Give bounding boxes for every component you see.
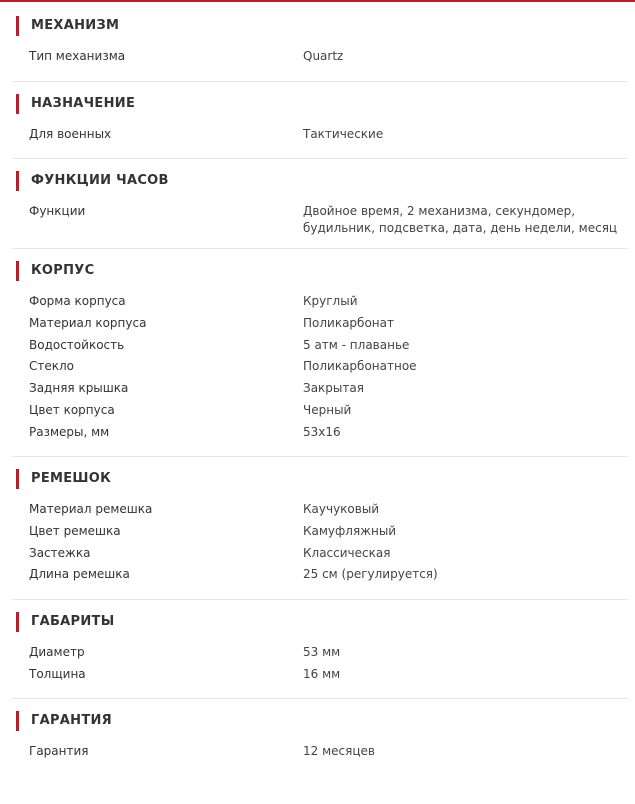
spec-row	[12, 315, 628, 337]
spec-label: Функции	[29, 204, 86, 219]
spec-row	[12, 337, 628, 359]
spec-value: Классическая	[303, 545, 391, 560]
spec-row	[12, 644, 628, 666]
section-case	[12, 249, 628, 457]
spec-value: 53 мм	[303, 644, 341, 659]
section-mechanism	[12, 4, 628, 82]
section-title: ГАРАНТИЯ	[16, 711, 628, 731]
spec-value: Тактические	[303, 126, 384, 141]
spec-value: Двойное время, 2 механизма, секундомер, будильник, подсветка, дата, день недели, месяц	[303, 204, 618, 236]
spec-label: Стекло	[29, 359, 75, 374]
spec-label: Длина ремешка	[29, 567, 130, 582]
spec-label: Форма корпуса	[29, 294, 126, 309]
section-warranty	[12, 699, 628, 776]
spec-row	[12, 523, 628, 545]
section-title: КОРПУС	[16, 261, 628, 281]
section-title: РЕМЕШОК	[16, 469, 628, 489]
spec-label: Водостойкость	[29, 337, 125, 352]
spec-label: Толщина	[29, 666, 86, 681]
spec-value: Quartz	[303, 49, 344, 63]
spec-value: Поликарбонат	[303, 316, 394, 331]
spec-row	[12, 203, 628, 237]
spec-label: Цвет корпуса	[29, 402, 115, 417]
section-title: ГАБАРИТЫ	[16, 612, 628, 632]
spec-label: Размеры, мм	[29, 424, 110, 439]
spec-value: Закрытая	[303, 381, 364, 396]
spec-row	[12, 545, 628, 567]
spec-row	[12, 666, 628, 688]
spec-row	[12, 293, 628, 315]
spec-row	[12, 424, 628, 446]
section-title: МЕХАНИЗМ	[16, 16, 628, 36]
spec-label: Материал ремешка	[29, 502, 153, 517]
spec-value: 25 см (регулируется)	[303, 567, 438, 582]
spec-label: Цвет ремешка	[29, 523, 121, 538]
spec-label: Диаметр	[29, 644, 85, 659]
spec-value: 5 атм - плаванье	[303, 337, 410, 352]
spec-value: Каучуковый	[303, 502, 380, 517]
spec-value: Черный	[303, 402, 352, 417]
spec-value: 53x16	[303, 424, 341, 439]
top-accent-line	[0, 0, 635, 2]
section-dimensions	[12, 600, 628, 699]
spec-value: 12 месяцев	[303, 744, 375, 759]
section-strap	[12, 457, 628, 600]
spec-row	[12, 126, 628, 148]
spec-value: Камуфляжный	[303, 523, 397, 538]
spec-row	[12, 566, 628, 588]
section-functions	[12, 159, 628, 249]
spec-row	[12, 743, 628, 765]
spec-label: Тип механизма	[29, 49, 126, 63]
spec-row	[12, 48, 628, 70]
spec-row	[12, 358, 628, 380]
spec-label: Гарантия	[29, 744, 89, 759]
section-title: ФУНКЦИИ ЧАСОВ	[16, 171, 628, 191]
spec-label: Материал корпуса	[29, 316, 147, 331]
section-purpose	[12, 82, 628, 160]
spec-row	[12, 380, 628, 402]
spec-label: Для военных	[29, 126, 112, 141]
spec-label: Застежка	[29, 545, 91, 560]
spec-value: Круглый	[303, 294, 358, 309]
spec-label: Задняя крышка	[29, 381, 129, 396]
section-title: НАЗНАЧЕНИЕ	[16, 94, 628, 114]
spec-value: Поликарбонатное	[303, 359, 417, 374]
spec-row	[12, 402, 628, 424]
spec-value: 16 мм	[303, 666, 341, 681]
specifications-list	[12, 4, 628, 776]
spec-row	[12, 501, 628, 523]
